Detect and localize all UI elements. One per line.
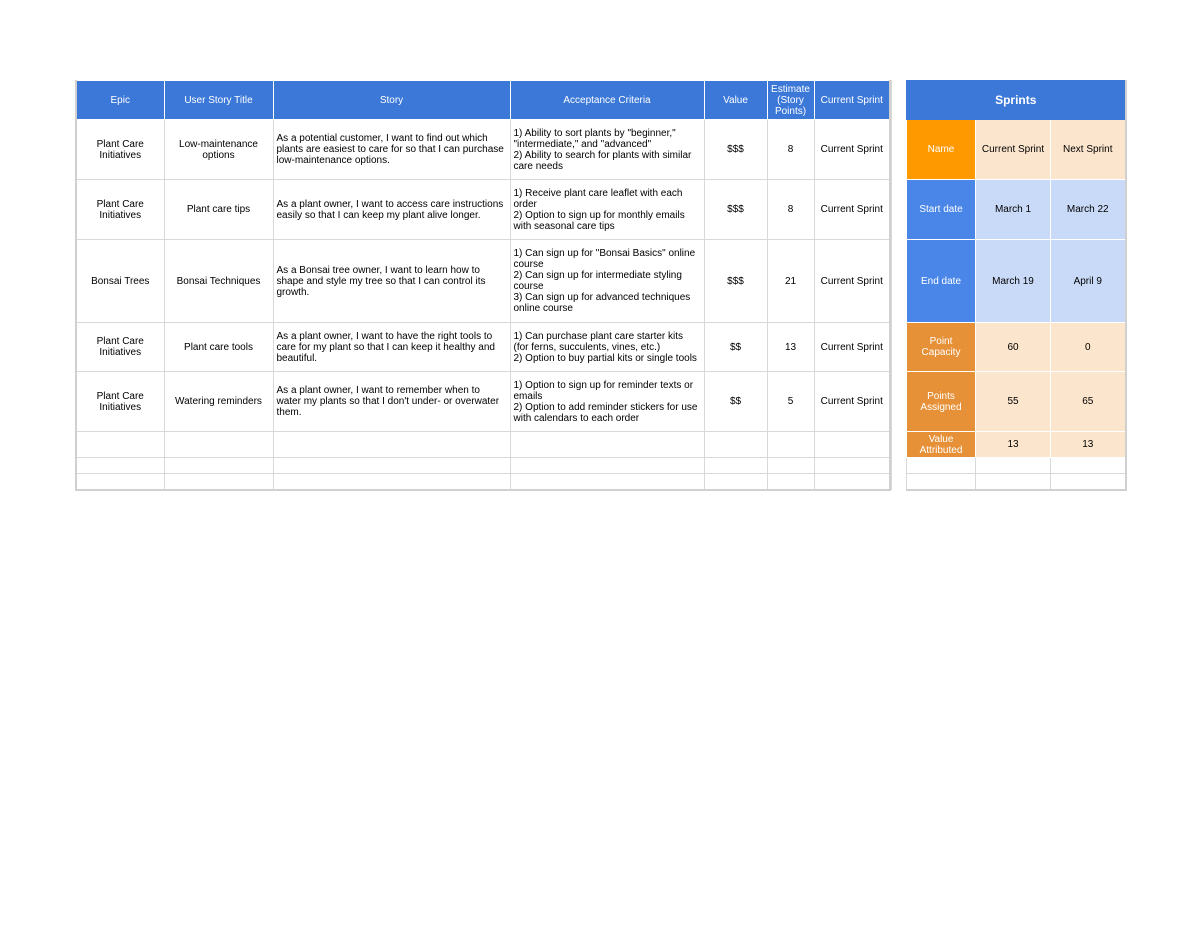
next-value-attributed[interactable]: 13 (1051, 432, 1126, 458)
empty-cell[interactable] (976, 458, 1051, 474)
header-epic[interactable]: Epic (76, 81, 164, 120)
current-value-attributed[interactable]: 13 (976, 432, 1051, 458)
current-point-capacity[interactable]: 60 (976, 323, 1051, 372)
header-current-sprint[interactable]: Current Sprint (814, 81, 890, 120)
empty-cell[interactable] (76, 458, 164, 474)
title-cell[interactable]: Low-maintenance options (164, 120, 273, 180)
criteria-cell[interactable] (510, 240, 704, 323)
empty-cell[interactable] (976, 474, 1051, 490)
epic-cell[interactable]: Plant Care Initiatives (76, 323, 164, 372)
sprints-table (906, 80, 1127, 491)
sprint-capacity-row (907, 323, 1126, 372)
estimate-cell[interactable]: 8 (767, 180, 814, 240)
current-sprint-name[interactable]: Current Sprint (976, 120, 1051, 180)
epic-cell[interactable]: Plant Care Initiatives (76, 372, 164, 432)
sprint-cell[interactable]: Current Sprint (814, 120, 890, 180)
criteria-line: 1) Can sign up for "Bonsai Basics" online course (513, 248, 696, 270)
criteria-line: 1) Ability to sort plants by "beginner," "intermediate," and "advanced" (513, 127, 676, 150)
value-attributed-label[interactable]: Value Attributed (907, 432, 976, 458)
empty-cell[interactable] (510, 432, 704, 458)
empty-cell[interactable] (273, 474, 510, 490)
value-cell[interactable]: $$$ (704, 240, 767, 323)
title-cell[interactable]: Watering reminders (164, 372, 273, 432)
sprint-cell[interactable]: Current Sprint (814, 323, 890, 372)
header-value[interactable]: Value (704, 81, 767, 120)
table-row (76, 240, 890, 323)
epic-cell[interactable]: Plant Care Initiatives (76, 120, 164, 180)
story-cell[interactable]: As a plant owner, I want to access care instructions easily so that I can keep my plant alive longer. (273, 180, 510, 240)
empty-cell[interactable] (814, 432, 890, 458)
sprint-end-row (907, 240, 1126, 323)
empty-row (76, 432, 890, 458)
sprint-value-row (907, 432, 1126, 458)
story-cell[interactable]: As a plant owner, I want to have the right tools to care for my plant so that I can keep it healthy and beautiful. (273, 323, 510, 372)
value-cell[interactable]: $$$ (704, 180, 767, 240)
empty-cell[interactable] (76, 432, 164, 458)
header-story[interactable]: Story (273, 81, 510, 120)
value-cell[interactable]: $$$ (704, 120, 767, 180)
empty-cell[interactable] (1051, 474, 1126, 490)
next-points-assigned[interactable]: 65 (1051, 372, 1126, 432)
criteria-line: 3) Can sign up for advanced techniques online course (513, 292, 691, 314)
empty-cell[interactable] (164, 458, 273, 474)
sprint-assigned-row (907, 372, 1126, 432)
next-point-capacity[interactable]: 0 (1051, 323, 1126, 372)
value-cell[interactable]: $$ (704, 372, 767, 432)
header-acceptance-criteria[interactable]: Acceptance Criteria (510, 81, 704, 120)
current-end-date[interactable]: March 19 (976, 240, 1051, 323)
empty-cell[interactable] (767, 432, 814, 458)
empty-row (907, 474, 1126, 490)
header-estimate[interactable]: Estimate (Story Points) (767, 81, 814, 120)
start-date-label[interactable]: Start date (907, 180, 976, 240)
table-row (76, 180, 890, 240)
sprints-header-row (907, 81, 1126, 120)
empty-cell[interactable] (767, 474, 814, 490)
criteria-line: 2) Option to sign up for monthly emails with seasonal care tips (513, 209, 685, 232)
sprint-cell[interactable]: Current Sprint (814, 372, 890, 432)
value-cell[interactable]: $$ (704, 323, 767, 372)
table-row (76, 120, 890, 180)
empty-cell[interactable] (907, 458, 976, 474)
empty-cell[interactable] (704, 474, 767, 490)
criteria-line: 2) Option to buy partial kits or single tools (513, 352, 697, 364)
empty-cell[interactable] (510, 458, 704, 474)
end-date-label[interactable]: End date (907, 240, 976, 323)
sprint-name-row (907, 120, 1126, 180)
table-row (76, 323, 890, 372)
sprint-cell[interactable]: Current Sprint (814, 240, 890, 323)
empty-cell[interactable] (164, 432, 273, 458)
empty-cell[interactable] (767, 458, 814, 474)
story-cell[interactable]: As a plant owner, I want to remember when to water my plants so that I don't under- or overwater them. (273, 372, 510, 432)
point-capacity-label[interactable]: Point Capacity (907, 323, 976, 372)
estimate-cell[interactable]: 5 (767, 372, 814, 432)
sprint-start-row (907, 180, 1126, 240)
empty-cell[interactable] (76, 474, 164, 490)
estimate-cell[interactable]: 13 (767, 323, 814, 372)
criteria-line: 1) Option to sign up for reminder texts or emails (513, 379, 694, 402)
empty-cell[interactable] (1051, 458, 1126, 474)
name-label[interactable]: Name (907, 120, 976, 180)
story-cell[interactable]: As a potential customer, I want to find out which plants are easiest to care for so that I can purchase low-maintenance options. (273, 120, 510, 180)
points-assigned-label[interactable]: Points Assigned (907, 372, 976, 432)
title-cell[interactable]: Plant care tips (164, 180, 273, 240)
estimate-cell[interactable]: 8 (767, 120, 814, 180)
criteria-line: 1) Receive plant care leaflet with each order (513, 187, 683, 210)
empty-cell[interactable] (704, 432, 767, 458)
criteria-cell[interactable] (510, 323, 704, 372)
backlog-header-row (76, 81, 890, 120)
empty-cell[interactable] (510, 474, 704, 490)
empty-cell[interactable] (704, 458, 767, 474)
header-user-story-title[interactable]: User Story Title (164, 81, 273, 120)
empty-cell[interactable] (907, 474, 976, 490)
sprint-cell[interactable]: Current Sprint (814, 180, 890, 240)
next-sprint-name[interactable]: Next Sprint (1051, 120, 1126, 180)
sprints-title[interactable]: Sprints (907, 81, 1126, 120)
epic-cell[interactable]: Bonsai Trees (76, 240, 164, 323)
criteria-line: 1) Can purchase plant care starter kits (for ferns, succulents, vines, etc.) (513, 330, 684, 353)
empty-cell[interactable] (814, 458, 890, 474)
criteria-cell[interactable] (510, 180, 704, 240)
estimate-cell[interactable]: 21 (767, 240, 814, 323)
criteria-cell[interactable] (510, 372, 704, 432)
story-cell[interactable]: As a Bonsai tree owner, I want to learn how to shape and style my tree so that I can control its growth. (273, 240, 510, 323)
next-start-date[interactable]: March 22 (1051, 180, 1126, 240)
empty-cell[interactable] (273, 432, 510, 458)
criteria-line: 2) Can sign up for intermediate styling course (513, 270, 682, 292)
title-cell[interactable]: Bonsai Techniques (164, 240, 273, 323)
empty-cell[interactable] (164, 474, 273, 490)
empty-cell[interactable] (273, 458, 510, 474)
epic-cell[interactable]: Plant Care Initiatives (76, 180, 164, 240)
next-end-date[interactable]: April 9 (1051, 240, 1126, 323)
title-cell[interactable]: Plant care tools (164, 323, 273, 372)
criteria-cell[interactable] (510, 120, 704, 180)
empty-row (76, 474, 890, 490)
criteria-line: 2) Ability to search for plants with similar care needs (513, 149, 692, 172)
criteria-line: 2) Option to add reminder stickers for use with calendars to each order (513, 401, 698, 424)
current-start-date[interactable]: March 1 (976, 180, 1051, 240)
product-backlog-table (75, 80, 891, 491)
current-points-assigned[interactable]: 55 (976, 372, 1051, 432)
empty-row (907, 458, 1126, 474)
empty-row (76, 458, 890, 474)
table-row (76, 372, 890, 432)
empty-cell[interactable] (814, 474, 890, 490)
column-gap (891, 80, 907, 490)
